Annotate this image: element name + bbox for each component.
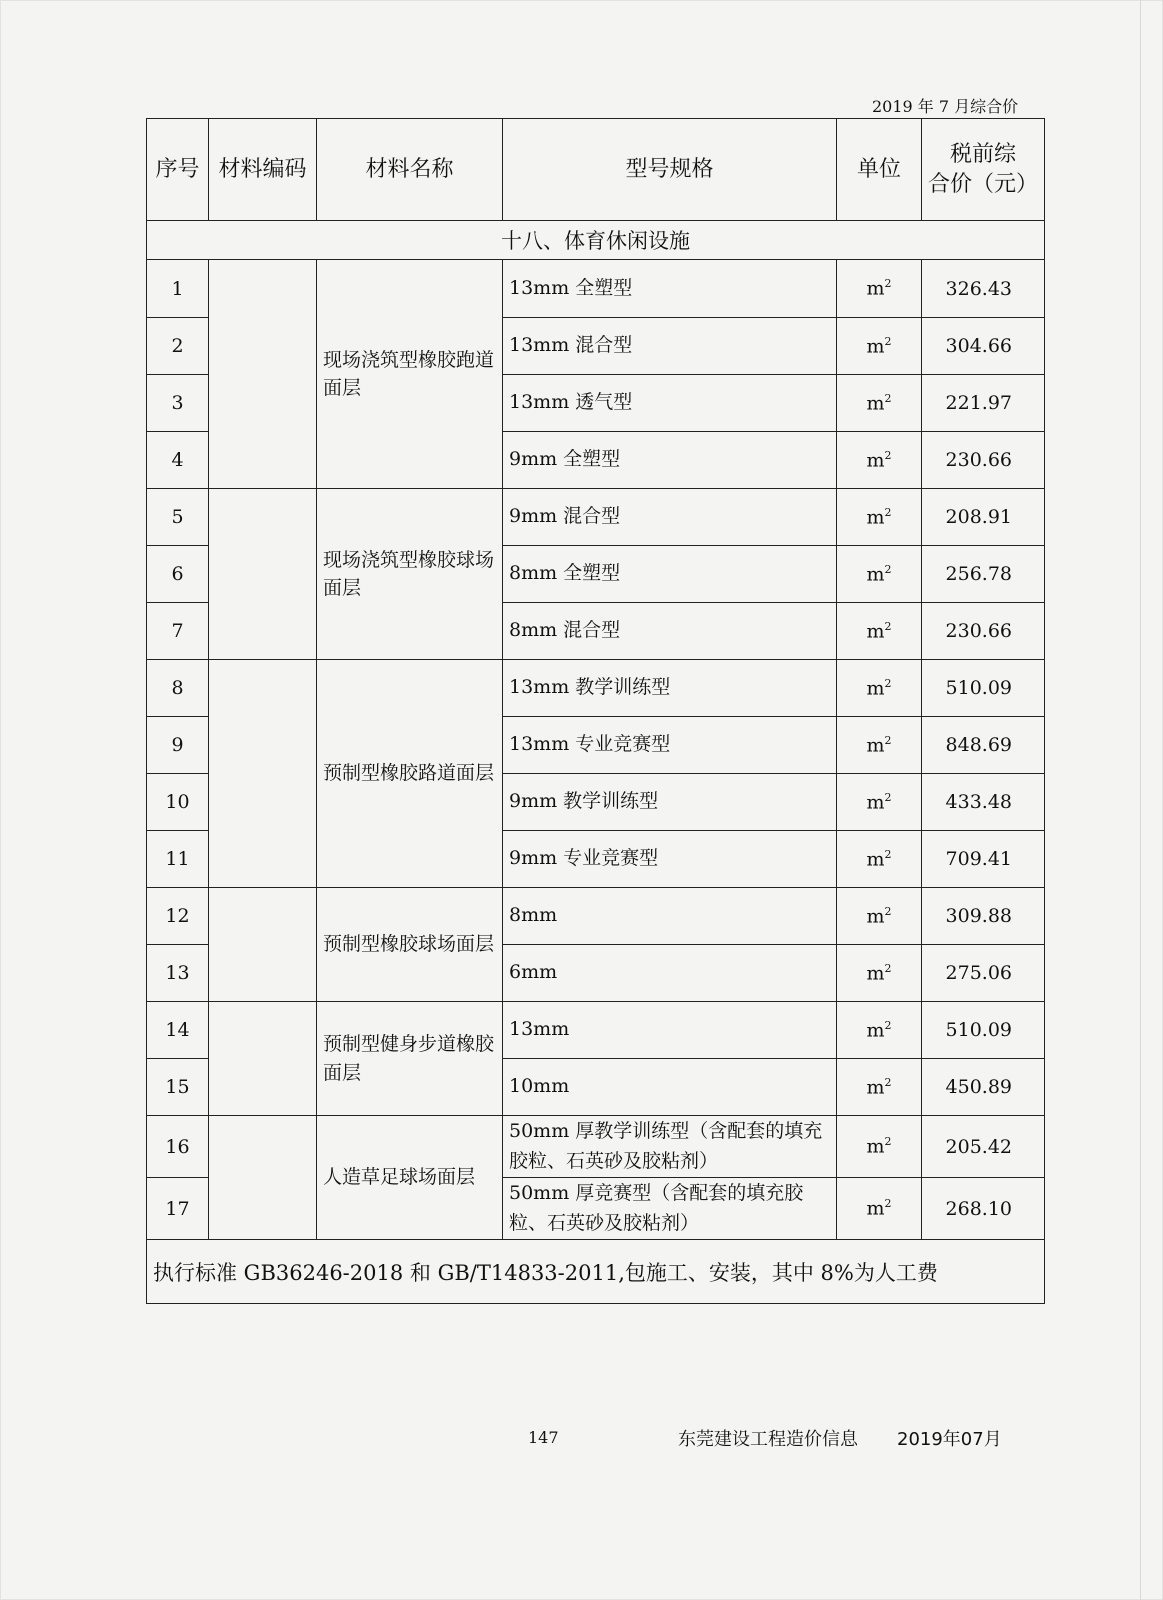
cell-code (209, 1002, 317, 1116)
unit-sup: 2 (884, 847, 892, 861)
cell-code (209, 660, 317, 888)
cell-unit (837, 546, 922, 603)
cell-seq: 3 (147, 375, 209, 432)
section-title: 十八、体育休闲设施 (147, 221, 1045, 260)
cell-seq: 4 (147, 432, 209, 489)
cell-material-name: 人造草足球场面层 (317, 1116, 503, 1240)
cell-spec: 10mm (503, 1059, 837, 1116)
cell-price: 268.10 (922, 1178, 1045, 1240)
cell-unit (837, 831, 922, 888)
publication-title: 东莞建设工程造价信息 (678, 1429, 858, 1450)
cell-material-name: 预制型橡胶球场面层 (317, 888, 503, 1002)
cell-unit (837, 603, 922, 660)
cell-price: 230.66 (922, 432, 1045, 489)
unit-base: m (866, 1076, 885, 1099)
table-row (147, 660, 1045, 717)
cell-seq: 10 (147, 774, 209, 831)
cell-unit (837, 260, 922, 318)
cell-unit (837, 489, 922, 546)
cell-price: 221.97 (922, 375, 1045, 432)
unit-sup: 2 (884, 790, 892, 804)
unit-sup: 2 (884, 334, 892, 348)
unit-sup: 2 (884, 733, 892, 747)
cell-material-name: 现场浇筑型橡胶球场面层 (317, 489, 503, 660)
unit-base: m (866, 734, 885, 757)
cell-seq: 14 (147, 1002, 209, 1059)
cell-price: 275.06 (922, 945, 1045, 1002)
header-code: 材料编码 (209, 119, 317, 221)
cell-spec: 8mm (503, 888, 837, 945)
unit-sup: 2 (884, 961, 892, 975)
cell-unit (837, 717, 922, 774)
unit-sup: 2 (884, 562, 892, 576)
cell-seq: 2 (147, 318, 209, 375)
cell-unit (837, 1116, 922, 1178)
cell-code (209, 260, 317, 489)
header-unit: 单位 (837, 119, 922, 221)
cell-seq: 1 (147, 260, 209, 318)
unit-base: m (866, 277, 885, 300)
cell-spec: 6mm (503, 945, 837, 1002)
cell-spec: 8mm 全塑型 (503, 546, 837, 603)
header-price-line2: 合价（元） (928, 171, 1039, 197)
cell-spec: 9mm 混合型 (503, 489, 837, 546)
unit-base: m (866, 962, 885, 985)
cell-unit (837, 660, 922, 717)
cell-price: 208.91 (922, 489, 1045, 546)
cell-seq: 8 (147, 660, 209, 717)
cell-unit (837, 432, 922, 489)
cell-price: 205.42 (922, 1116, 1045, 1178)
cell-spec: 13mm 专业竞赛型 (503, 717, 837, 774)
page-number: 147 (528, 1428, 559, 1447)
cell-seq: 6 (147, 546, 209, 603)
cell-unit (837, 375, 922, 432)
cell-unit (837, 1178, 922, 1240)
unit-sup: 2 (884, 448, 892, 462)
cell-seq: 5 (147, 489, 209, 546)
cell-unit (837, 1059, 922, 1116)
table-row (147, 260, 1045, 318)
header-price (922, 119, 1045, 221)
cell-material-name: 预制型橡胶路道面层 (317, 660, 503, 888)
cell-code (209, 1116, 317, 1240)
unit-sup: 2 (884, 676, 892, 690)
unit-base: m (866, 1135, 885, 1158)
price-table (146, 118, 1045, 1304)
unit-sup: 2 (884, 904, 892, 918)
cell-seq: 12 (147, 888, 209, 945)
cell-code (209, 489, 317, 660)
cell-material-name: 预制型健身步道橡胶面层 (317, 1002, 503, 1116)
cell-seq: 9 (147, 717, 209, 774)
unit-sup: 2 (884, 1018, 892, 1032)
unit-base: m (866, 563, 885, 586)
cell-price: 304.66 (922, 318, 1045, 375)
unit-base: m (866, 392, 885, 415)
cell-spec: 13mm 全塑型 (503, 260, 837, 318)
footer-row (147, 1240, 1045, 1304)
cell-spec: 13mm 教学训练型 (503, 660, 837, 717)
table-row (147, 1116, 1045, 1178)
unit-sup: 2 (884, 391, 892, 405)
cell-price: 848.69 (922, 717, 1045, 774)
table-row (147, 1002, 1045, 1059)
unit-base: m (866, 677, 885, 700)
unit-base: m (866, 848, 885, 871)
cell-unit (837, 1002, 922, 1059)
cell-price: 709.41 (922, 831, 1045, 888)
table-row (147, 489, 1045, 546)
unit-sup: 2 (884, 1075, 892, 1089)
scan-edge-line (1140, 0, 1141, 1600)
unit-sup: 2 (884, 505, 892, 519)
header-seq: 序号 (147, 119, 209, 221)
cell-spec: 13mm 透气型 (503, 375, 837, 432)
cell-spec: 9mm 专业竞赛型 (503, 831, 837, 888)
section-row (147, 221, 1045, 260)
table-row (147, 888, 1045, 945)
cell-spec: 50mm 厚教学训练型（含配套的填充胶粒、石英砂及胶粘剂） (503, 1116, 837, 1178)
footer-note: 执行标准 GB36246-2018 和 GB/T14833-2011,包施工、安装，其中 8%为人工费 (147, 1240, 1045, 1304)
unit-sup: 2 (884, 277, 892, 291)
cell-spec: 13mm 混合型 (503, 318, 837, 375)
unit-base: m (866, 791, 885, 814)
header-price-line1: 税前综 (949, 141, 1016, 167)
cell-price: 450.89 (922, 1059, 1045, 1116)
cell-spec: 9mm 教学训练型 (503, 774, 837, 831)
cell-price: 256.78 (922, 546, 1045, 603)
unit-base: m (866, 335, 885, 358)
cell-price: 510.09 (922, 1002, 1045, 1059)
cell-spec: 50mm 厚竞赛型（含配套的填充胶粒、石英砂及胶粘剂） (503, 1178, 837, 1240)
cell-seq: 11 (147, 831, 209, 888)
cell-unit (837, 888, 922, 945)
cell-price: 326.43 (922, 260, 1045, 318)
table-header-row (147, 119, 1045, 221)
cell-price: 309.88 (922, 888, 1045, 945)
cell-seq: 13 (147, 945, 209, 1002)
cell-material-name: 现场浇筑型橡胶跑道面层 (317, 260, 503, 489)
header-spec: 型号规格 (503, 119, 837, 221)
cell-seq: 16 (147, 1116, 209, 1178)
unit-sup: 2 (884, 619, 892, 633)
cell-unit (837, 945, 922, 1002)
unit-base: m (866, 449, 885, 472)
cell-unit (837, 774, 922, 831)
unit-base: m (866, 905, 885, 928)
cell-spec: 8mm 混合型 (503, 603, 837, 660)
cell-price: 510.09 (922, 660, 1045, 717)
cell-spec: 9mm 全塑型 (503, 432, 837, 489)
cell-code (209, 888, 317, 1002)
cell-spec: 13mm (503, 1002, 837, 1059)
cell-seq: 7 (147, 603, 209, 660)
cell-price: 433.48 (922, 774, 1045, 831)
header-name: 材料名称 (317, 119, 503, 221)
cell-seq: 15 (147, 1059, 209, 1116)
unit-base: m (866, 1197, 885, 1220)
unit-base: m (866, 1019, 885, 1042)
unit-base: m (866, 506, 885, 529)
unit-base: m (866, 620, 885, 643)
unit-sup: 2 (884, 1197, 892, 1211)
unit-sup: 2 (884, 1135, 892, 1149)
header-note: 2019 年 7 月综合价 (872, 97, 1019, 116)
cell-price: 230.66 (922, 603, 1045, 660)
cell-seq: 17 (147, 1178, 209, 1240)
cell-unit (837, 318, 922, 375)
publication-date: 2019年07月 (897, 1429, 1002, 1450)
